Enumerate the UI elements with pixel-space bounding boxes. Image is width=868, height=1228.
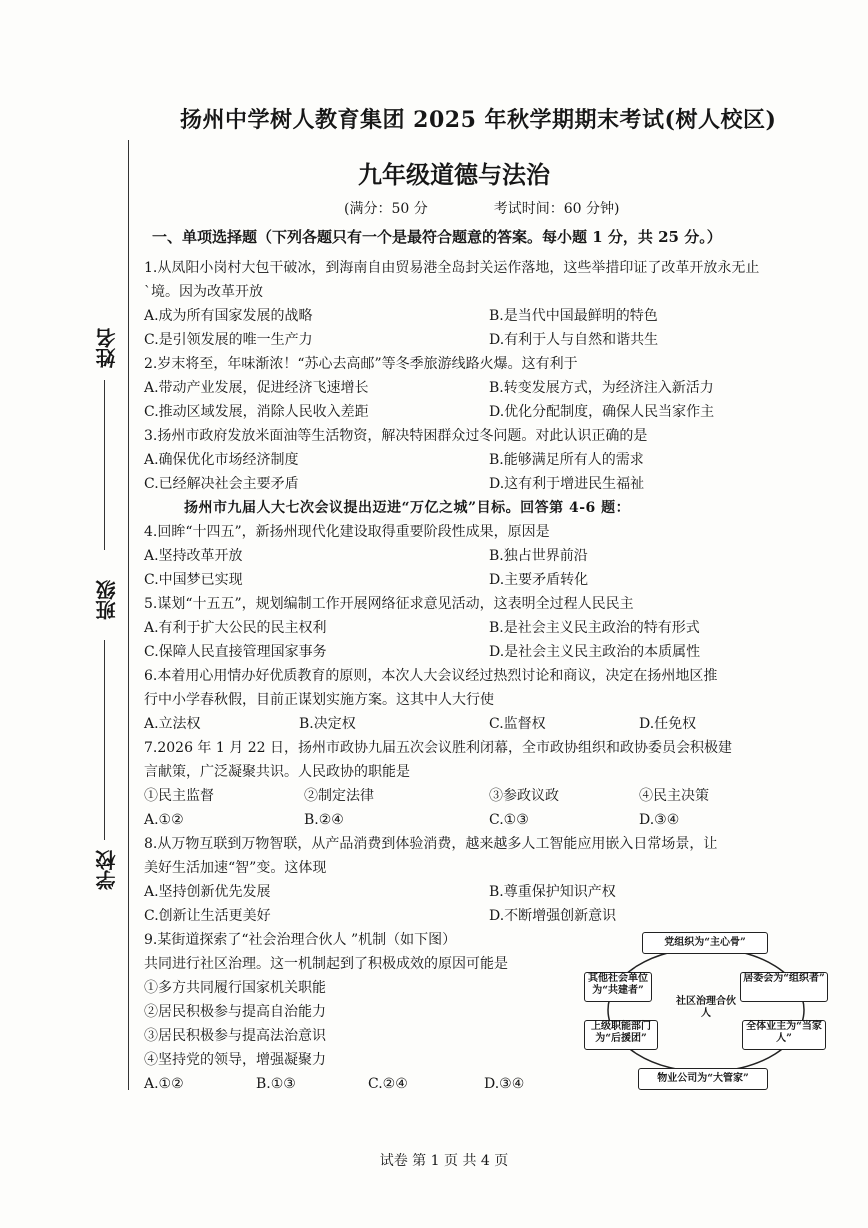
option-a: A.①② [144,812,184,828]
option-a: A.坚持创新优先发展 [144,884,271,900]
question-stem: 美好生活加速“智”变。这体现 [144,860,327,876]
option-d: D.优化分配制度，确保人民当家作主 [489,404,715,420]
group-intro: 扬州市九届人大七次会议提出迈进“万亿之城”目标。回答第 4-6 题： [184,500,631,516]
option-b: B.决定权 [299,716,356,732]
full-marks: (满分：50 分 [344,201,428,217]
question-stem: 共同进行社区治理。这一机制起到了积极成效的原因可能是 [144,956,508,972]
option-a: A.带动产业发展，促进经济飞速增长 [144,380,369,396]
governance-diagram [582,932,830,1092]
diagram-node-right-lower: 全体业主为“当家人” [742,1020,826,1050]
binding-line [128,140,129,1090]
option-b: B.是社会主义民主政治的特有形式 [489,620,700,636]
option-d: D.③④ [484,1076,525,1092]
option-row [144,880,834,904]
question-stem: 3.扬州市政府发放米面油等生活物资，解决特困群众过冬问题。对此认识正确的是 [144,428,648,444]
option-d: D.不断增强创新意识 [489,908,617,924]
name-label: 姓名 [95,328,119,368]
option-a: A.成为所有国家发展的战略 [144,308,313,324]
option-c: C.保障人民直接管理国家事务 [144,644,327,660]
statement-row [144,784,834,808]
diagram-node-left-upper: 其他社会单位为“共建者” [584,972,652,1002]
question-stem: 4.回眸“十四五”，新扬州现代化建设取得重要阶段性成果，原因是 [144,524,550,540]
diagram-node-top: 党组织为“主心骨” [642,932,768,954]
option-d: D.任免权 [639,716,697,732]
option-row [144,640,834,664]
option-d: D.主要矛盾转化 [489,572,589,588]
question-stem: 5.谋划“十五五”，规划编制工作开展网络征求意见活动，这表明全过程人民民主 [144,596,634,612]
option-row [144,376,834,400]
statement-3: ③居民积极参与提高法治意识 [144,1028,326,1044]
section-heading: 一、单项选择题（下列各题只有一个是最符合题意的答案。每小题 1 分，共 25 分。） [152,228,722,246]
option-b: B.是当代中国最鲜明的特色 [489,308,658,324]
option-d: D.③④ [639,812,680,828]
option-row [144,304,834,328]
option-row [144,544,834,568]
option-c: C.①③ [489,812,529,828]
option-a: A.立法权 [144,716,201,732]
exam-time: 考试时间：60 分钟) [493,201,620,217]
question-stem: 8.从万物互联到万物智联，从产品消费到体验消费，越来越多人工智能应用嵌入日常场景，让 [144,836,718,852]
option-row [144,904,834,928]
exam-title: 扬州中学树人教育集团 2025 年秋学期期末考试(树人校区) [180,107,777,133]
statement-4: ④坚持党的领导，增强凝聚力 [144,1052,326,1068]
option-b: B.能够满足所有人的需求 [489,452,644,468]
statement-2: ②居民积极参与提高自治能力 [144,1004,326,1020]
option-b: B.尊重保护知识产权 [489,884,616,900]
question-stem: 言献策，广泛凝聚共识。人民政协的职能是 [144,764,410,780]
question-stem: 1.从凤阳小岗村大包干破冰，到海南自由贸易港全岛封关运作落地，这些举措印证了改革开放永无止 [144,260,760,276]
question-stem: 7.2026 年 1 月 22 日，扬州市政协九届五次会议胜利闭幕，全市政协组织和政协委员会积极建 [144,740,732,756]
question-stem: `境。因为改革开放 [144,284,263,300]
exam-meta [344,198,685,218]
option-row [144,328,834,352]
school-label: 学校 [95,850,119,890]
option-row [144,472,834,496]
question-stem: 行中小学春秋假，目前正谋划实施方案。这其中人大行使 [144,692,494,708]
option-c: C.是引领发展的唯一生产力 [144,332,313,348]
name-blank [104,380,105,550]
statement-1: ①多方共同履行国家机关职能 [144,980,326,996]
diagram-node-left-lower: 上级职能部门为“后援团” [584,1020,658,1050]
option-row [144,448,834,472]
option-c: C.创新让生活更美好 [144,908,271,924]
option-c: C.监督权 [489,716,546,732]
diagram-center: 社区治理合伙人 [676,996,736,1019]
option-c: C.中国梦已实现 [144,572,243,588]
class-blank [104,640,105,840]
option-row [144,568,834,592]
binding-margin [0,140,140,1140]
option-c: C.已经解决社会主要矛盾 [144,476,299,492]
option-row [144,712,834,736]
option-c: C.推动区域发展，消除人民收入差距 [144,404,369,420]
option-b: B.②④ [304,812,344,828]
option-d: D.这有利于增进民生福祉 [489,476,645,492]
statement-4: ④民主决策 [639,788,709,804]
statement-1: ①民主监督 [144,788,214,804]
option-a: A.坚持改革开放 [144,548,243,564]
question-stem: 6.本着用心用情办好优质教育的原则，本次人大会议经过热烈讨论和商议，决定在扬州地区推 [144,668,718,684]
option-a: A.有利于扩大公民的民主权利 [144,620,327,636]
option-a: A.①② [144,1076,184,1092]
option-d: D.是社会主义民主政治的本质属性 [489,644,701,660]
option-a: A.确保优化市场经济制度 [144,452,299,468]
statement-2: ②制定法律 [304,788,374,804]
option-c: C.②④ [368,1076,408,1092]
statement-3: ③参政议政 [489,788,559,804]
question-stem: 9.某街道探索了“社会治理合伙人 ”机制（如下图） [144,932,457,948]
option-d: D.有利于人与自然和谐共生 [489,332,659,348]
option-row [144,808,834,832]
option-b: B.转变发展方式，为经济注入新活力 [489,380,714,396]
option-row [144,616,834,640]
diagram-node-right-upper: 居委会为“组织者” [740,972,828,1002]
page-footer: 试卷 第 1 页 共 4 页 [379,1153,509,1169]
subject-title: 九年级道德与法治 [358,160,550,189]
class-label: 班级 [95,580,119,620]
option-row [144,400,834,424]
option-b: B.①③ [256,1076,296,1092]
question-stem: 2.岁末将至，年味渐浓！“苏心去高邮”等冬季旅游线路火爆。这有利于 [144,356,578,372]
diagram-node-bottom: 物业公司为“大管家” [638,1068,768,1090]
option-b: B.独占世界前沿 [489,548,588,564]
